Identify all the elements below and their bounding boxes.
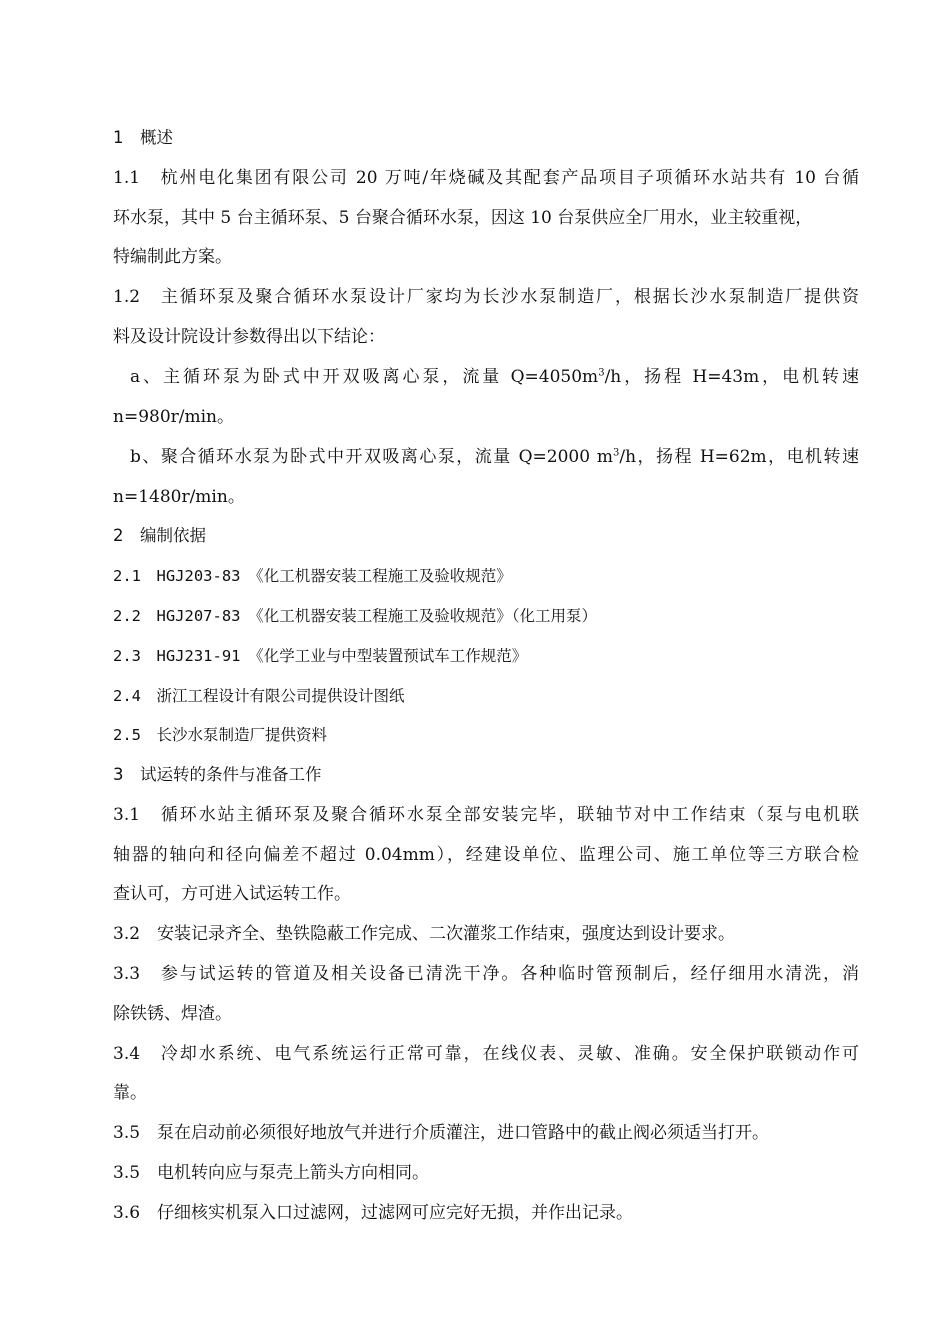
item-b-superscript: 3 [613, 447, 620, 459]
para-1-1-line-2: 环水泵，其中 5 台主循环泵、5 台聚合循环水泵，因这 10 台泵供应全厂用水，业主较重视， [113, 208, 813, 228]
item-a-line-1 [130, 367, 859, 387]
section-3-heading: 3 试运转的条件与准备工作 [113, 765, 322, 784]
item-a-text-cont: /h，扬程 H=43m，电机转速 [604, 367, 859, 387]
para-1-2-line-2: 料及设计院设计参数得出以下结论： [113, 327, 385, 347]
para-1-2-line-1: 1.2 主循环泵及聚合循环水泵设计厂家均为长沙水泵制造厂，根据长沙水泵制造厂提供资 [113, 287, 859, 307]
ref-item-2-3: 2.3 HGJ231-91 《化学工业与中型装置预试车工作规范》 [113, 647, 528, 665]
para-3-2: 3.2 安装记录齐全、垫铁隐蔽工作完成、二次灌浆工作结束，强度达到设计要求。 [113, 924, 736, 944]
section-2-heading: 2 编制依据 [113, 526, 206, 545]
para-3-1-line-1: 3.1 循环水站主循环泵及聚合循环水泵全部安装完毕，联轴节对中工作结束（泵与电机联 [113, 805, 859, 825]
para-1-1-line-1: 1.1 杭州电化集团有限公司 20 万吨/年烧碱及其配套产品项目子项循环水站共有 10 台循 [113, 168, 859, 188]
item-b-line-2: n=1480r/min。 [113, 487, 245, 507]
ref-item-2-4: 2.4 浙江工程设计有限公司提供设计图纸 [113, 687, 405, 705]
item-a-line-2: n=980r/min。 [113, 407, 235, 427]
item-b-text: b、聚合循环水泵为卧式中开双吸离心泵，流量 Q=2000 m [130, 447, 614, 467]
item-b-text-cont: /h，扬程 H=62m，电机转速 [619, 447, 859, 467]
para-3-4-line-2: 靠。 [113, 1083, 147, 1103]
section-1-heading: 1 概述 [113, 128, 173, 147]
para-3-1-line-3: 查认可，方可进入试运转工作。 [113, 884, 351, 904]
para-3-3-line-1: 3.3 参与试运转的管道及相关设备已清洗干净。各种临时管预制后，经仔细用水清洗，消 [113, 964, 859, 984]
para-3-1-line-2: 轴器的轴向和径向偏差不超过 0.04mm），经建设单位、监理公司、施工单位等三方联合检 [113, 845, 859, 865]
para-3-5-a: 3.5 泵在启动前必须很好地放气并进行介质灌注，进口管路中的截止阀必须适当打开。 [113, 1123, 770, 1143]
ref-item-2-1: 2.1 HGJ203-83 《化工机器安装工程施工及验收规范》 [113, 567, 512, 585]
para-3-4-line-1: 3.4 冷却水系统、电气系统运行正常可靠，在线仪表、灵敏、准确。安全保护联锁动作可 [113, 1044, 859, 1064]
item-a-superscript: 3 [598, 367, 605, 379]
item-a-text: a、主循环泵为卧式中开双吸离心泵，流量 Q=4050m [130, 367, 599, 387]
para-3-6: 3.6 仔细核实机泵入口过滤网，过滤网可应完好无损，并作出记录。 [113, 1203, 634, 1223]
para-1-1-line-3: 特编制此方案。 [113, 247, 232, 267]
para-3-5-b: 3.5 电机转向应与泵壳上箭头方向相同。 [113, 1163, 430, 1183]
ref-item-2-5: 2.5 长沙水泵制造厂提供资料 [113, 726, 327, 744]
para-3-3-line-2: 除铁锈、焊渣。 [113, 1004, 232, 1024]
item-b-line-1 [130, 447, 859, 467]
ref-item-2-2: 2.2 HGJ207-83 《化工机器安装工程施工及验收规范》（化工用泵） [113, 607, 597, 625]
